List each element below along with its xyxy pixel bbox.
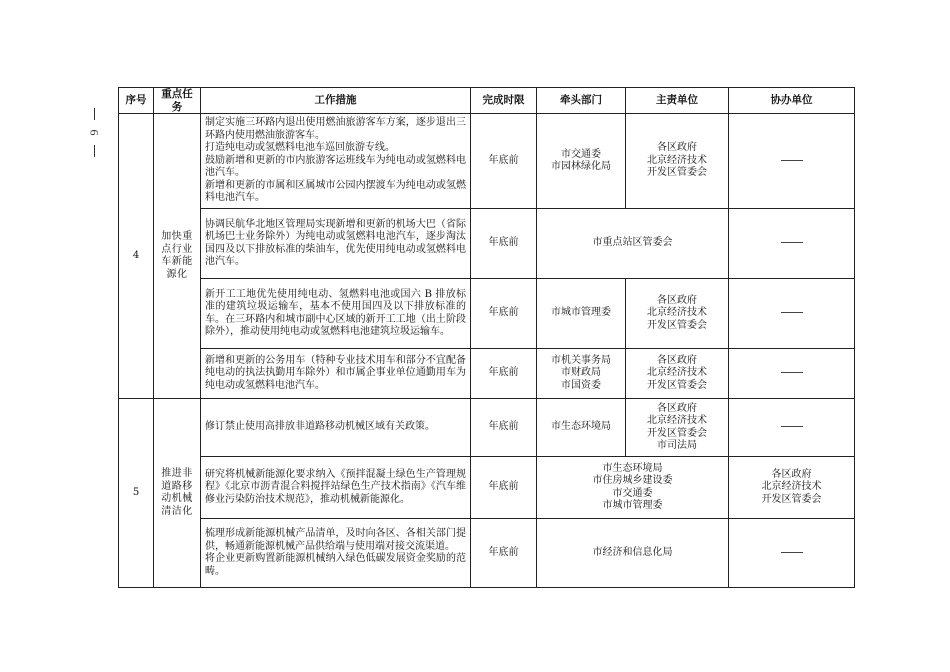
empty-dash xyxy=(781,160,803,161)
header-deadline: 完成时限 xyxy=(471,88,537,114)
empty-dash xyxy=(781,426,803,427)
assist-cell xyxy=(729,209,855,279)
measures-cell: 协调民航华北地区管理局实现新增和更新的机场大巴（省际机场巴士业务除外）为纯电动或氢燃料电池汽车，逐步淘汰国四及以下排放标准的柴油车，优先使用纯电动或氢燃料电池汽车。 xyxy=(201,209,471,279)
seq-cell: 4 xyxy=(119,114,154,399)
measures-cell: 梳理形成新能源机械产品清单，及时向各区、各相关部门提供，畅通新能源机械产品供给端与使用端对接交流渠道。 将企业更新购置新能源机械纳入绿色低碳发展资金奖励的范畴。 xyxy=(201,519,471,588)
lead-cell: 市城市管理委 xyxy=(537,279,626,349)
lead-merged-cell: 市经济和信息化局 xyxy=(537,519,729,588)
responsible-cell: 各区政府 北京经济技术 开发区管委会 xyxy=(626,114,729,209)
responsible-cell: 各区政府 北京经济技术 开发区管委会 xyxy=(626,349,729,399)
assist-cell: 各区政府 北京经济技术 开发区管委会 xyxy=(729,457,855,519)
deadline-cell: 年底前 xyxy=(471,114,537,209)
assist-cell xyxy=(729,519,855,588)
lead-cell: 市机关事务局 市财政局 市国资委 xyxy=(537,349,626,399)
header-seq: 序号 xyxy=(119,88,154,114)
measures-cell: 新开工工地优先使用纯电动、氢燃料电池或国六 B 排放标准的建筑垃圾运输车，基本不使用国四及以下排放标准的车。在三环路内和城市副中心区域的新开工工地（出土阶段除外），推动使用纯电动或氢燃料电池建筑垃圾运输车。 xyxy=(201,279,471,349)
table-row xyxy=(119,209,855,279)
empty-dash xyxy=(781,552,803,553)
assist-cell xyxy=(729,114,855,209)
deadline-cell: 年底前 xyxy=(471,349,537,399)
table-row xyxy=(119,399,855,457)
lead-cell: 市生态环境局 xyxy=(537,399,626,457)
table-header-row xyxy=(119,88,855,114)
table-row xyxy=(119,349,855,399)
lead-merged-cell: 市重点站区管委会 xyxy=(537,209,729,279)
task-cell: 推进非道路移动机械清洁化 xyxy=(154,399,201,588)
deadline-cell: 年底前 xyxy=(471,209,537,279)
measures-cell: 新增和更新的公务用车（特种专业技术用车和部分不宜配备纯电动的执法执勤用车除外）和市属企事业单位通勤用车为纯电动或氢燃料电池汽车。 xyxy=(201,349,471,399)
table-row xyxy=(119,519,855,588)
page-number: 6 xyxy=(85,108,103,157)
responsible-cell: 各区政府 北京经济技术 开发区管委会 xyxy=(626,279,729,349)
measures-cell: 修订禁止使用高排放非道路移动机械区域有关政策。 xyxy=(201,399,471,457)
deadline-cell: 年底前 xyxy=(471,399,537,457)
header-measures: 工作措施 xyxy=(201,88,471,114)
header-responsible: 主责单位 xyxy=(626,88,729,114)
task-table xyxy=(118,87,855,588)
responsible-cell: 各区政府 北京经济技术 开发区管委会 市司法局 xyxy=(626,399,729,457)
lead-merged-cell: 市生态环境局 市住房城乡建设委 市交通委 市城市管理委 xyxy=(537,457,729,519)
assist-cell xyxy=(729,399,855,457)
deadline-cell: 年底前 xyxy=(471,519,537,588)
header-lead: 牵头部门 xyxy=(537,88,626,114)
seq-cell: 5 xyxy=(119,399,154,588)
empty-dash xyxy=(781,372,803,373)
lead-cell: 市交通委 市园林绿化局 xyxy=(537,114,626,209)
assist-cell xyxy=(729,349,855,399)
task-cell: 加快重点行业车新能源化 xyxy=(154,114,201,399)
table-row xyxy=(119,457,855,519)
measures-cell: 制定实施三环路内退出使用燃油旅游客车方案，逐步退出三环路内使用燃油旅游客车。 打造纯电动或氢燃料电池车巡回旅游专线。 鼓励新增和更新的市内旅游客运班线车为纯电动或氢燃料电池汽车。 新增和更新的市属和区属城市公园内摆渡车为纯电动或氢燃料电池汽车。 xyxy=(201,114,471,209)
deadline-cell: 年底前 xyxy=(471,279,537,349)
table-row xyxy=(119,279,855,349)
empty-dash xyxy=(781,312,803,313)
header-assist: 协办单位 xyxy=(729,88,855,114)
measures-cell: 研究将机械新能源化要求纳入《预拌混凝土绿色生产管理规程》《北京市沥青混合料搅拌站绿色生产技术指南》《汽车维修业污染防治技术规范》，推动机械新能源化。 xyxy=(201,457,471,519)
deadline-cell: 年底前 xyxy=(471,457,537,519)
table-row xyxy=(119,114,855,209)
header-task: 重点任务 xyxy=(154,88,201,114)
assist-cell xyxy=(729,279,855,349)
empty-dash xyxy=(781,242,803,243)
